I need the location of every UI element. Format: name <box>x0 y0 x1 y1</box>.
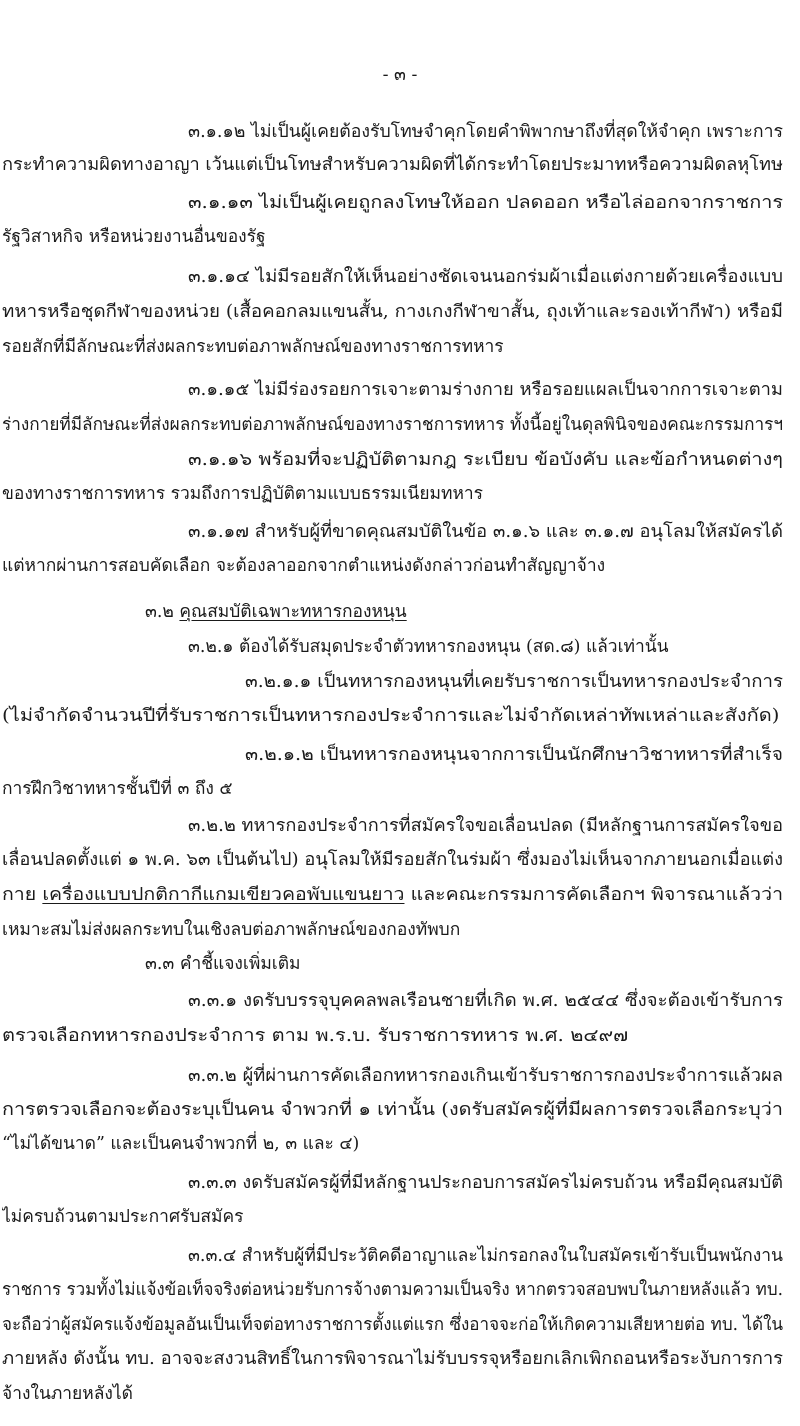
line-text: รอยสักที่มีลักษณะที่ส่งผลกระทบต่อภาพลักษณ์ของทางราชการทหาร <box>2 337 504 357</box>
line-text: ๓.๒.๑ ต้องได้รับสมุดประจำตัวทหารกองหนุน (สด.๘) แล้วเท่านั้น <box>188 637 669 657</box>
line-text: ตรวจเลือกทหารกองประจำการ ตาม พ.ร.บ. รับราชการทหาร พ.ศ. ๒๔๙๗ <box>2 1026 629 1046</box>
line-text: จ้างในภายหลังได้ <box>2 1384 133 1404</box>
line-text: ของทางราชการทหาร รวมถึงการปฏิบัติตามแบบธรรมเนียมทหาร <box>2 484 484 504</box>
line-text: ๓.๒.๒ ทหารกองประจำการที่สมัครใจขอเลื่อนปลด (มีหลักฐานการสมัครใจขอ <box>188 816 783 836</box>
text-line <box>188 981 783 1021</box>
line-text: ๓.๑.๑๓ ไม่เป็นผู้เคยถูกลงโทษให้ออก ปลดออก หรือไล่ออกจากราชการ <box>188 193 783 213</box>
line-text: แต่หากผ่านการสอบคัดเลือก จะต้องลาออกจากตำแหน่งดังกล่าวก่อนทำสัญญาจ้าง <box>2 556 606 576</box>
text-line <box>2 1124 800 1164</box>
line-suffix: และคณะกรรมการคัดเลือกฯ พิจารณาแล้วว่า <box>404 885 783 905</box>
text-line <box>2 1270 783 1310</box>
line-text: ๓.๑.๑๒ ไม่เป็นผู้เคยต้องรับโทษจำคุกโดยคำพิพากษาถึงที่สุดให้จำคุก เพราะการ <box>188 122 783 142</box>
text-line <box>188 627 800 667</box>
text-line <box>2 1339 783 1379</box>
line-text: จะถือว่าผู้สมัครแจ้งข้อมูลอันเป็นเท็จต่อทางราชการตั้งแต่แรก ซึ่งอาจจะก่อให้เกิดความเสียหายต่อ ทบ. ได้ใน <box>2 1315 783 1335</box>
text-line <box>2 217 800 257</box>
page-number: - ๓ - <box>382 65 418 85</box>
line-text: ๓.๑.๑๗ สำหรับผู้ที่ขาดคุณสมบัติในข้อ ๓.๑.๖ และ ๓.๑.๗ อนุโลมให้สมัครได้ <box>188 522 783 542</box>
line-text: ๓.๓.๒ ผู้ที่ผ่านการคัดเลือกทหารกองเกินเข้ารับราชการกองประจำการแล้วผล <box>188 1066 783 1086</box>
line-text: กระทำความผิดทางอาญา เว้นแต่เป็นโทษสำหรับความผิดที่ได้กระทำโดยประมาทหรือความผิดลหุโทษ <box>2 155 783 175</box>
text-line <box>2 1197 800 1237</box>
line-text: “ไม่ได้ขนาด” และเป็นคนจำพวกที่ ๒, ๓ และ ๔) <box>2 1134 360 1154</box>
line-text: ๓.๒.๑.๒ เป็นทหารกองหนุนจากการเป็นนักศึกษาวิชาทหารที่สำเร็จ <box>245 745 783 765</box>
line-text: ๓.๓.๑ งดรับบรรจุบุคคลพลเรือนชายที่เกิด พ.ศ. ๒๕๔๔ ซึ่งจะต้องเข้ารับการ <box>188 991 783 1011</box>
text-line <box>2 292 783 332</box>
text-line <box>2 769 800 809</box>
text-line <box>2 145 783 185</box>
line-text: ไม่ครบถ้วนตามประกาศรับสมัคร <box>2 1207 244 1227</box>
text-line <box>2 875 783 915</box>
line-text: ราชการ รวมทั้งไม่แจ้งข้อเท็จจริงต่อหน่วยรับการจ้างตามความเป็นจริง หากตรวจสอบพบในภายหลังแล้ว ทบ. <box>2 1280 783 1300</box>
text-line <box>145 944 800 984</box>
line-prefix: กาย <box>2 885 43 905</box>
line-text: ทหารหรือชุดกีฬาของหน่วย (เสื้อคอกลมแขนสั้น, กางเกงกีฬาขาสั้น, ถุงเท้าและรองเท้ากีฬา) หรือมี <box>2 302 783 322</box>
text-line <box>2 327 800 367</box>
line-text: การฝึกวิชาทหารชั้นปีที่ ๓ ถึง ๕ <box>2 779 233 799</box>
line-text: ๓.๑.๑๔ ไม่มีรอยสักให้เห็นอย่างชัดเจนนอกร่มผ้าเมื่อแต่งกายด้วยเครื่องแบบ <box>188 267 783 287</box>
text-line <box>188 257 783 297</box>
line-text: การตรวจเลือกจะต้องระบุเป็นคน จำพวกที่ ๑ เท่านั้น (งดรับสมัครผู้ที่มีผลการตรวจเลือกระบุว่า <box>2 1100 783 1120</box>
line-text: (ไม่จำกัดจำนวนปีที่รับราชการเป็นทหารกองประจำการและไม่จำกัดเหล่าทัพเหล่าและสังกัด) <box>2 706 780 726</box>
text-line <box>2 840 783 880</box>
line-text: ๓.๑.๑๖ พร้อมที่จะปฏิบัติตามกฎ ระเบียบ ข้อบังคับ และข้อกำหนดต่างๆ <box>188 450 783 470</box>
line-text: ๓.๓.๓ งดรับสมัครผู้ที่มีหลักฐานประกอบการสมัครไม่ครบถ้วน หรือมีคุณสมบัติ <box>188 1173 783 1193</box>
line-text: รัฐวิสาหกิจ หรือหน่วยงานอื่นของรัฐ <box>2 227 266 247</box>
line-text: ร่างกายที่มีลักษณะที่ส่งผลกระทบต่อภาพลักษณ์ของทางราชการทหาร ทั้งนี้อยู่ในดุลพินิจของคณะกรรมการฯ <box>2 415 783 435</box>
text-line <box>2 696 783 736</box>
underlined-text: เครื่องแบบปกติกากีแกมเขียวคอพับแขนยาว <box>42 885 405 905</box>
text-line <box>2 1016 783 1056</box>
underlined-text: คุณสมบัติเฉพาะทหารกองหนุน <box>179 602 407 622</box>
line-text: เหมาะสมไม่ส่งผลกระทบในเชิงลบต่อภาพลักษณ์ของกองทัพบก <box>2 920 461 940</box>
line-text: ๓.๓.๔ สำหรับผู้ที่มีประวัติคดีอาญาและไม่กรอกลงในใบสมัครเข้ารับเป็นพนักงาน <box>188 1246 783 1266</box>
line-text: ๓.๒.๑.๑ เป็นทหารกองหนุนที่เคยรับราชการเป็นทหารกองประจำการ <box>245 672 783 692</box>
line-text: ภายหลัง ดังนั้น ทบ. อาจจะสงวนสิทธิ์ในการพิจารณาไม่รับบรรจุหรือยกเลิกเพิกถอนหรือระงับการการ <box>2 1349 783 1369</box>
line-text: เลื่อนปลดตั้งแต่ ๑ พ.ค. ๖๓ เป็นต้นไป) อนุโลมให้มีรอยสักในร่มผ้า ซึ่งมองไม่เห็นจากภายนอกเมื่อแต่ง <box>2 850 783 870</box>
line-text: ๓.๑.๑๕ ไม่มีร่องรอยการเจาะตามร่างกาย หรือรอยแผลเป็นจากการเจาะตาม <box>188 380 783 400</box>
line-text: ๓.๓ คำชี้แจงเพิ่มเติม <box>145 954 301 974</box>
text-line <box>2 405 783 445</box>
text-line <box>2 474 800 514</box>
text-line <box>2 1374 800 1414</box>
text-line <box>188 370 783 410</box>
line-prefix: ๓.๒ <box>145 602 180 622</box>
text-line <box>145 592 800 632</box>
text-line <box>2 546 800 586</box>
